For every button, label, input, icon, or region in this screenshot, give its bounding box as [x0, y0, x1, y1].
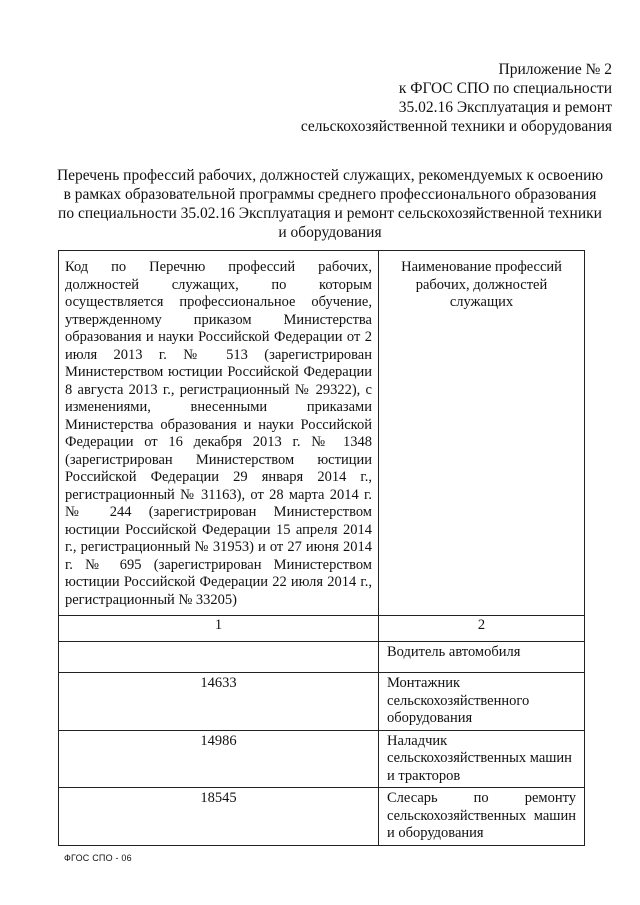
profession-code: [59, 642, 379, 673]
table-row: [59, 673, 585, 731]
appendix-line: к ФГОС СПО по специальности: [398, 80, 612, 97]
table-header-row: [59, 251, 585, 616]
appendix-line: сельскохозяйственной техники и оборудования: [300, 118, 612, 135]
table-row: [59, 788, 585, 846]
appendix-line: Приложение № 2: [498, 61, 612, 78]
profession-code: 14986: [59, 730, 379, 788]
document-title: Перечень профессий рабочих, должностей служащих, рекомендуемых к освоению в рамках образовательной программы среднего профессионального образования по специальности 35.02.16 Эксплуатация и ремонт сельскохозяйственной техники и оборудования: [56, 167, 604, 241]
appendix-line: 35.02.16 Эксплуатация и ремонт: [398, 99, 612, 116]
profession-code: 18545: [59, 788, 379, 846]
profession-name: Водитель автомобиля: [379, 642, 585, 673]
table-row: [59, 642, 585, 673]
profession-name: Монтажник сельскохозяйственного оборудования: [379, 673, 585, 731]
professions-table: [58, 250, 585, 846]
table-row: [59, 730, 585, 788]
column-number-row: [59, 616, 585, 642]
column-number: 1: [59, 616, 379, 642]
column-number: 2: [379, 616, 585, 642]
header-name-column: Наименование профессий рабочих, должностей служащих: [379, 251, 585, 616]
profession-name: Слесарь по ремонту сельскохозяйственных машин и оборудования: [379, 788, 585, 846]
profession-code: 14633: [59, 673, 379, 731]
profession-name: Наладчик сельскохозяйственных машин и тракторов: [379, 730, 585, 788]
appendix-block: [252, 60, 612, 136]
page-footer: ФГОС СПО - 06: [64, 853, 132, 863]
header-code-column: Код по Перечню профессий рабочих, должностей служащих, по которым осуществляется профессиональное обучение, утвержденному приказом Министерства образования и науки Российской Федерации от 2 июля 2013 г. № 513 (зарегистрирован Министерством юстиции Российской Федерации 8 августа 2013 г., регистрационный № 29322), с изменениями, внесенными приказами Министерства образования и науки Российской Федерации от 16 декабря 2013 г. № 1348 (зарегистрирован Министерством юстиции Российской Федерации 29 января 2014 г., регистрационный № 31163), от 28 марта 2014 г. № 244 (зарегистрирован Министерством юстиции Российской Федерации 15 апреля 2014 г., регистрационный № 31953) и от 27 июня 2014 г. № 695 (зарегистрирован Министерством юстиции Российской Федерации 22 июля 2014 г., регистрационный № 33205): [59, 251, 379, 616]
